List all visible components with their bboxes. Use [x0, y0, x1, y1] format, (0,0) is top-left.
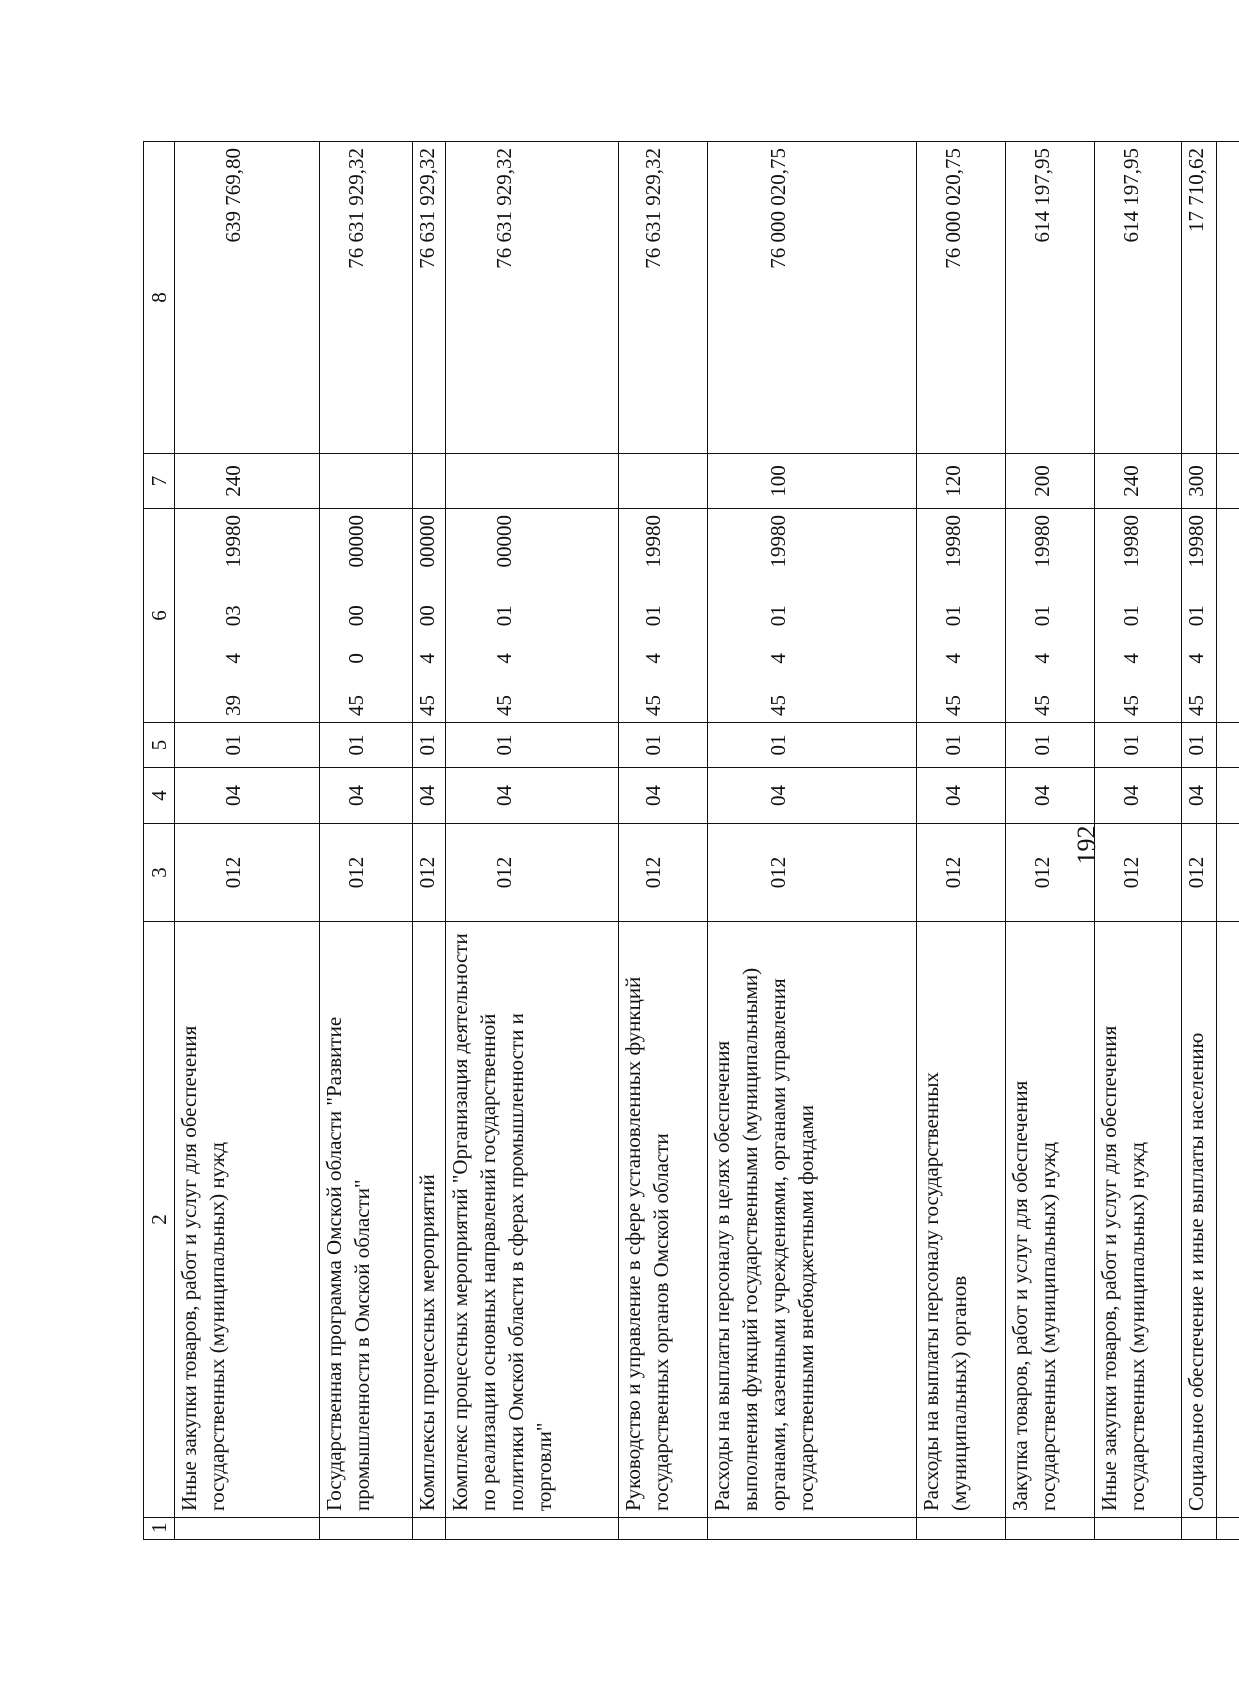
row-name: Социальное обеспечение и иные выплаты населению	[1182, 922, 1217, 1518]
row-blank-cell	[413, 1518, 446, 1540]
row-csr	[446, 509, 619, 723]
csr-part-4: 00000	[492, 515, 516, 568]
csr-part-3: 01	[766, 605, 790, 627]
row-grbs: 012	[708, 824, 917, 922]
table-row-2	[320, 142, 413, 1540]
column-header-8: 8	[144, 142, 175, 454]
table-row-10	[1182, 142, 1217, 1540]
row-name: Комплекс процессных мероприятий "Организация деятельности по реализации основных направлений государственной политики Омской области в сферах промышленности и торговли"	[446, 922, 619, 1518]
csr-part-2: 4	[641, 653, 665, 664]
row-vr: 120	[917, 454, 1006, 509]
column-header-2: 2	[144, 922, 175, 1518]
csr-part-4: 19980	[1030, 515, 1054, 568]
row-name: Комплексы процессных мероприятий	[413, 922, 446, 1518]
csr-part-1: 45	[1030, 695, 1054, 716]
table-row-4	[446, 142, 619, 1540]
row-amount: 614 197,95	[1095, 142, 1182, 454]
row-rz: 04	[917, 768, 1006, 824]
row-name: Иные закупки товаров, работ и услуг для обеспечения государственных (муниципальных) нужд	[1095, 922, 1182, 1518]
table-row-1	[175, 142, 320, 1540]
row-blank-cell	[619, 1518, 708, 1540]
row-name: Иные закупки товаров, работ и услуг для обеспечения государственных (муниципальных) нужд	[175, 922, 320, 1518]
continuation-cell	[1217, 509, 1239, 723]
csr-part-1: 45	[1184, 695, 1208, 716]
row-csr	[619, 509, 708, 723]
row-vr	[446, 454, 619, 509]
page-number: 192	[1072, 825, 1101, 865]
csr-part-4: 19980	[641, 515, 665, 568]
csr-part-1: 45	[492, 695, 516, 716]
csr-part-4: 00000	[415, 515, 439, 568]
row-csr	[1095, 509, 1182, 723]
csr-part-2: 0	[344, 653, 368, 664]
csr-part-4: 19980	[1184, 515, 1208, 568]
row-rz: 04	[175, 768, 320, 824]
csr-part-2: 4	[1119, 653, 1143, 664]
row-amount: 639 769,80	[175, 142, 320, 454]
row-grbs: 012	[917, 824, 1006, 922]
csr-part-4: 19980	[941, 515, 965, 568]
csr-part-2: 4	[492, 653, 516, 664]
row-amount: 76 631 929,32	[413, 142, 446, 454]
row-grbs: 012	[413, 824, 446, 922]
csr-part-3: 01	[1030, 605, 1054, 627]
row-pr: 01	[413, 723, 446, 768]
csr-part-1: 39	[221, 695, 245, 716]
csr-part-2: 4	[1184, 653, 1208, 664]
row-rz: 04	[619, 768, 708, 824]
table-row-3	[413, 142, 446, 1540]
csr-part-3: 03	[221, 605, 245, 627]
row-blank-cell	[1095, 1518, 1182, 1540]
continuation-cell	[1217, 768, 1239, 824]
csr-part-1: 45	[641, 695, 665, 716]
row-blank-cell	[1006, 1518, 1095, 1540]
continuation-cell	[1217, 142, 1239, 454]
column-header-5: 5	[144, 723, 175, 768]
csr-part-3: 01	[492, 605, 516, 627]
row-grbs: 012	[1182, 824, 1217, 922]
continuation-cell	[1217, 824, 1239, 922]
continuation-cell	[1217, 454, 1239, 509]
row-name: Расходы на выплаты персоналу государственных (муниципальных) органов	[917, 922, 1006, 1518]
row-grbs: 012	[175, 824, 320, 922]
row-rz: 04	[1006, 768, 1095, 824]
row-csr	[1006, 509, 1095, 723]
csr-part-4: 19980	[766, 515, 790, 568]
row-grbs: 012	[320, 824, 413, 922]
csr-part-1: 45	[344, 695, 368, 716]
header-row	[144, 142, 175, 1540]
table-row-6	[708, 142, 917, 1540]
budget-table	[143, 141, 1239, 1540]
row-name: Закупка товаров, работ и услуг для обеспечения государственных (муниципальных) нужд	[1006, 922, 1095, 1518]
continuation-cell	[1217, 723, 1239, 768]
row-rz: 04	[446, 768, 619, 824]
table-row-5	[619, 142, 708, 1540]
csr-part-1: 45	[766, 695, 790, 716]
column-header-7: 7	[144, 454, 175, 509]
csr-part-2: 4	[415, 653, 439, 664]
column-header-3: 3	[144, 824, 175, 922]
row-pr: 01	[1182, 723, 1217, 768]
csr-part-3: 00	[415, 605, 439, 627]
continuation-cell	[1217, 922, 1239, 1518]
row-grbs: 012	[446, 824, 619, 922]
table-row-9	[1095, 142, 1182, 1540]
csr-part-3: 01	[641, 605, 665, 627]
row-csr	[917, 509, 1006, 723]
row-vr: 200	[1006, 454, 1095, 509]
column-header-1: 1	[144, 1518, 175, 1540]
row-grbs: 012	[619, 824, 708, 922]
row-pr: 01	[619, 723, 708, 768]
table-continuation-row	[1217, 142, 1239, 1540]
csr-part-1: 45	[1119, 695, 1143, 716]
row-rz: 04	[413, 768, 446, 824]
row-name: Руководство и управление в сфере установленных функций государственных органов Омской области	[619, 922, 708, 1518]
csr-part-4: 00000	[344, 515, 368, 568]
continuation-cell	[1217, 1518, 1239, 1540]
column-header-6: 6	[144, 509, 175, 723]
row-pr: 01	[320, 723, 413, 768]
row-blank-cell	[917, 1518, 1006, 1540]
csr-part-4: 19980	[221, 515, 245, 568]
row-vr: 100	[708, 454, 917, 509]
row-rz: 04	[1182, 768, 1217, 824]
row-vr: 240	[1095, 454, 1182, 509]
row-rz: 04	[1095, 768, 1182, 824]
row-pr: 01	[446, 723, 619, 768]
row-amount: 76 631 929,32	[446, 142, 619, 454]
row-rz: 04	[320, 768, 413, 824]
row-name: Государственная программа Омской области "Развитие промышленности в Омской области"	[320, 922, 413, 1518]
csr-part-3: 01	[1184, 605, 1208, 627]
row-pr: 01	[175, 723, 320, 768]
table-row-8	[1006, 142, 1095, 1540]
csr-part-3: 00	[344, 605, 368, 627]
row-amount: 76 631 929,32	[320, 142, 413, 454]
row-blank-cell	[175, 1518, 320, 1540]
row-amount: 76 000 020,75	[708, 142, 917, 454]
row-csr	[175, 509, 320, 723]
row-amount: 17 710,62	[1182, 142, 1217, 454]
table-row-7	[917, 142, 1006, 1540]
row-vr: 240	[175, 454, 320, 509]
column-header-4: 4	[144, 768, 175, 824]
csr-part-1: 45	[415, 695, 439, 716]
row-pr: 01	[708, 723, 917, 768]
row-csr	[320, 509, 413, 723]
row-amount: 76 000 020,75	[917, 142, 1006, 454]
csr-part-1: 45	[941, 695, 965, 716]
csr-part-2: 4	[941, 653, 965, 664]
row-rz: 04	[708, 768, 917, 824]
row-amount: 614 197,95	[1006, 142, 1095, 454]
row-pr: 01	[917, 723, 1006, 768]
row-vr	[413, 454, 446, 509]
row-blank-cell	[320, 1518, 413, 1540]
csr-part-2: 4	[221, 653, 245, 664]
row-blank-cell	[1182, 1518, 1217, 1540]
row-grbs: 012	[1095, 824, 1182, 922]
row-csr	[1182, 509, 1217, 723]
row-vr	[619, 454, 708, 509]
csr-part-3: 01	[941, 605, 965, 627]
row-blank-cell	[708, 1518, 917, 1540]
row-name: Расходы на выплаты персоналу в целях обеспечения выполнения функций государственными (муниципальными) органами, казенными учреждениями, органами управления государственными внебюджетными фондами	[708, 922, 917, 1518]
csr-part-3: 01	[1119, 605, 1143, 627]
row-csr	[708, 509, 917, 723]
row-pr: 01	[1006, 723, 1095, 768]
csr-part-2: 4	[766, 653, 790, 664]
csr-part-2: 4	[1030, 653, 1054, 664]
row-csr	[413, 509, 446, 723]
row-amount: 76 631 929,32	[619, 142, 708, 454]
row-blank-cell	[446, 1518, 619, 1540]
row-vr	[320, 454, 413, 509]
row-vr: 300	[1182, 454, 1217, 509]
row-pr: 01	[1095, 723, 1182, 768]
row-grbs: 012	[1006, 824, 1095, 922]
csr-part-4: 19980	[1119, 515, 1143, 568]
